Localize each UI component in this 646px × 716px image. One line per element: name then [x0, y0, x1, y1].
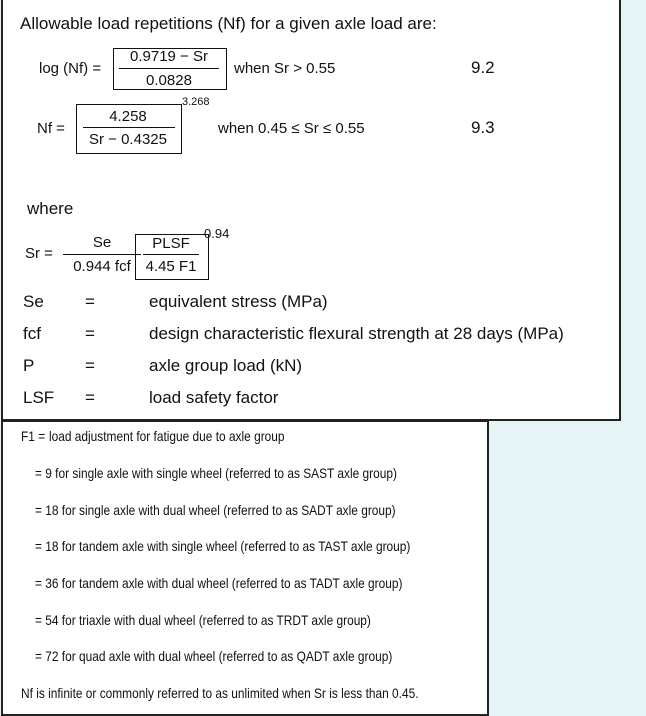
- eq3-den2: 4.45 F1: [145, 258, 197, 275]
- f1-label: F1 =: [21, 428, 46, 444]
- eq2-exponent: 3.268: [182, 96, 210, 108]
- def-equals: =: [85, 324, 95, 343]
- eq3-den1: 0.944 fcf: [73, 258, 131, 275]
- eq1-condition: when Sr > 0.55: [234, 60, 336, 77]
- eq2-denominator: Sr − 0.4325: [89, 131, 167, 148]
- def-equals: =: [85, 388, 95, 407]
- eq3-num1: Se: [92, 234, 112, 251]
- def-symbol: LSF: [23, 388, 55, 407]
- eq1-lhs: log (Nf) =: [39, 60, 102, 77]
- eq2-number: 9.3: [471, 118, 495, 137]
- def-symbol: P: [23, 356, 35, 375]
- eq1-numerator: 0.9719 − Sr: [130, 48, 208, 65]
- f1-value: = 18 for single axle with dual wheel (referred to as SADT axle group): [35, 502, 396, 518]
- f1-value: = 18 for tandem axle with single wheel (referred to as TAST axle group): [35, 538, 411, 554]
- eq3-num2: PLSF: [152, 235, 190, 252]
- eq1-denominator: 0.0828: [146, 72, 192, 89]
- eq2-condition: when 0.45 ≤ Sr ≤ 0.55: [218, 120, 365, 137]
- f1-value: = 9 for single axle with single wheel (referred to as SAST axle group): [35, 465, 397, 481]
- intro-text: Allowable load repetitions (Nf) for a given axle load are:: [20, 14, 437, 33]
- f1-value: = 72 for quad axle with dual wheel (referred to as QADT axle group): [35, 648, 393, 664]
- eq3-exponent: 0.94: [204, 226, 230, 241]
- def-desc: equivalent stress (MPa): [149, 292, 328, 311]
- eq1-number: 9.2: [471, 58, 495, 77]
- eq2-numerator: 4.258: [109, 108, 147, 125]
- equations-box: [1, 0, 621, 421]
- def-symbol: Se: [23, 292, 44, 311]
- def-desc: axle group load (kN): [149, 356, 303, 375]
- def-desc: design characteristic flexural strength at 28 days (MPa): [149, 324, 564, 343]
- def-equals: =: [85, 292, 95, 311]
- note-text: Nf is infinite or commonly referred to as unlimited when Sr is less than 0.45.: [21, 685, 419, 701]
- where-label: where: [27, 199, 74, 218]
- eq2-lhs: Nf =: [37, 120, 65, 137]
- def-desc: load safety factor: [149, 388, 279, 407]
- axle-factor-box: [1, 420, 489, 716]
- def-equals: =: [85, 356, 95, 375]
- def-symbol: fcf: [23, 324, 41, 343]
- eq3-lhs: Sr =: [25, 245, 53, 262]
- f1-description: load adjustment for fatigue due to axle group: [49, 428, 285, 444]
- f1-value: = 36 for tandem axle with dual wheel (referred to as TADT axle group): [35, 575, 403, 591]
- f1-value: = 54 for triaxle with dual wheel (referred to as TRDT axle group): [35, 612, 371, 628]
